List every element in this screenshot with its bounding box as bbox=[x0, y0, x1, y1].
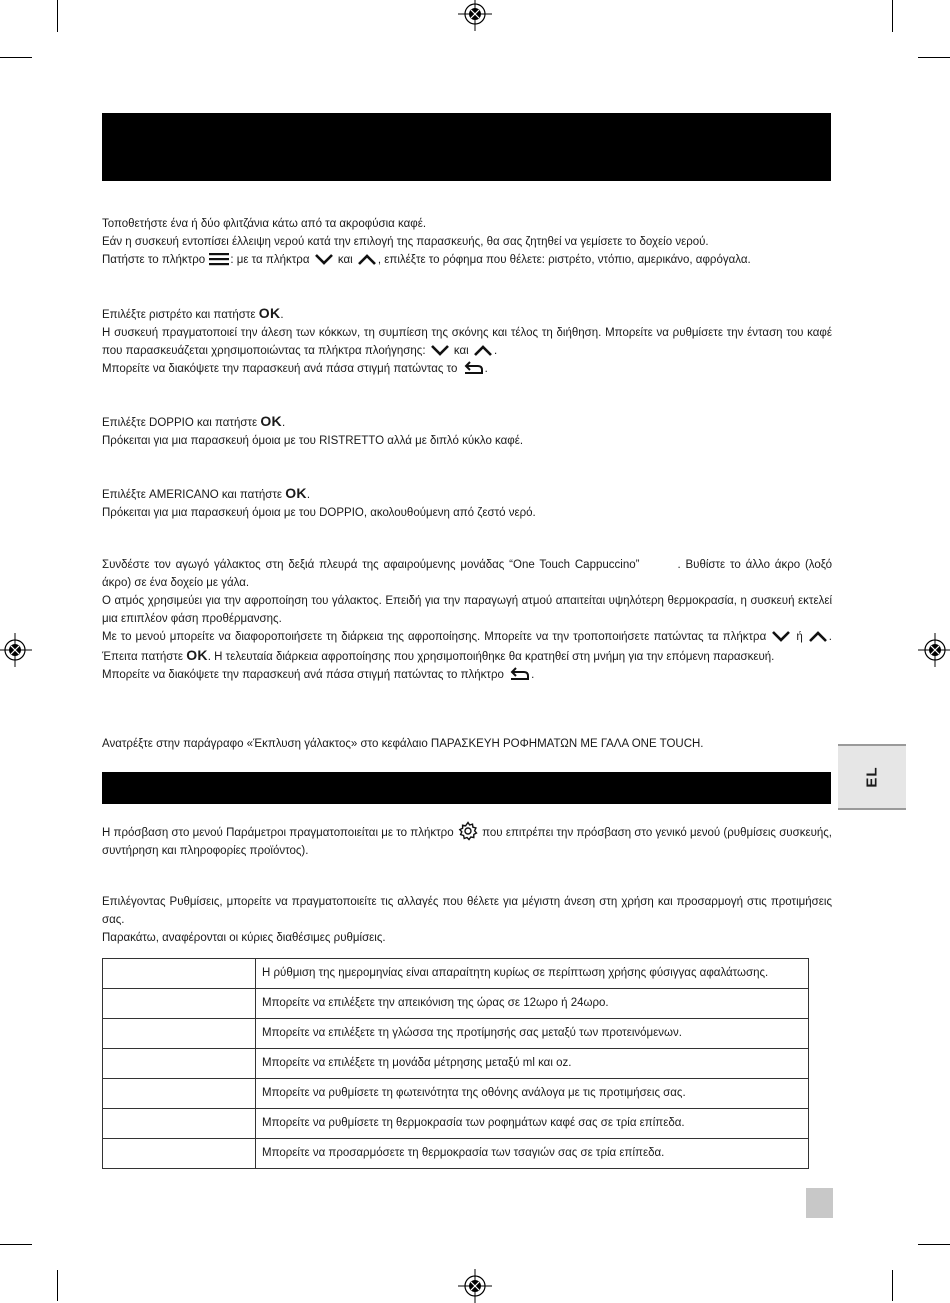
paragraph-line: Πρόκειται για μια παρασκευή όμοια με του RISTRETTO αλλά με διπλό κύκλο καφέ. bbox=[102, 435, 524, 447]
menu-icon bbox=[209, 252, 229, 266]
params-section bbox=[102, 821, 832, 860]
paragraph-line: Επιλέξτε DOPPIO και πατήστε OK. bbox=[102, 413, 286, 429]
ristretto-section bbox=[102, 304, 832, 378]
chevron-down-icon bbox=[430, 344, 450, 357]
ok-icon: OK bbox=[260, 413, 282, 429]
settings-section bbox=[102, 893, 832, 947]
settings-table bbox=[102, 958, 809, 1169]
table-cell-value: Μπορείτε να προσαρμόσετε τη θερμοκρασία των τσαγιών σας σε τρία επίπεδα. bbox=[256, 1139, 809, 1169]
registration-mark-icon bbox=[458, 1269, 492, 1303]
registration-mark-icon bbox=[458, 0, 492, 31]
paragraph-line: Ο ατμός χρησιμεύει για την αφροποίηση του γάλακτος. Επειδή για την παραγωγή ατμού απαιτείται υψηλότερη θερμοκρασία, η συσκευή εκτελεί μια επιπλέον φάση προθέρμανσης. bbox=[102, 595, 832, 625]
paragraph-line: Επιλέξτε AMERICANO και πατήστε OK. bbox=[102, 485, 311, 501]
paragraph-line: Πατήστε το πλήκτρο : με τα πλήκτρα και , επιλέξτε το ρόφημα που θέλετε: ριστρέτο, ντόπιο, αμερικάνο, αφρόγαλα. bbox=[102, 254, 751, 266]
table-cell-key bbox=[103, 1109, 256, 1139]
ok-icon: OK bbox=[285, 485, 307, 501]
crop-mark bbox=[0, 57, 32, 58]
table-cell-key bbox=[103, 1079, 256, 1109]
back-icon bbox=[508, 667, 530, 681]
chevron-down-icon bbox=[771, 630, 791, 643]
chevron-up-icon bbox=[473, 344, 493, 357]
ok-icon: OK bbox=[258, 305, 281, 321]
paragraph-line: Με το μενού μπορείτε να διαφοροποιήσετε τη διάρκεια της αφροποίησης. Μπορείτε να την τροποποιήσετε πατώντας τα πλήκτρα ή . Έπειτα πατήστε OK. Η τελευταία διάρκεια αφροποίησης που χρησιμοποιήθηκε θα κρατηθεί στη μνήμη για την επόμενη παρασκευή. bbox=[102, 631, 832, 663]
table-cell-key bbox=[103, 1019, 256, 1049]
doppio-section bbox=[102, 412, 832, 450]
language-tab-label: EL bbox=[863, 766, 881, 788]
table-row bbox=[103, 959, 809, 989]
paragraph-line: Ανατρέξτε στην παράγραφο «Έκπλυση γάλακτος» στο κεφάλαιο ΠΑΡΑΣΚΕΥΗ ΡΟΦΗΜΑΤΩΝ ΜΕ ΓΑΛΑ ONE TOUCH. bbox=[102, 738, 704, 750]
americano-section bbox=[102, 484, 832, 522]
crop-mark bbox=[918, 1244, 950, 1245]
paragraph-line: Μπορείτε να διακόψετε την παρασκευή ανά πάσα στιγμή πατώντας το . bbox=[102, 363, 488, 375]
table-cell-value: Μπορείτε να επιλέξετε τη μονάδα μέτρησης μεταξύ ml και oz. bbox=[256, 1049, 809, 1079]
crop-mark bbox=[57, 1270, 58, 1301]
section-header-bar bbox=[102, 113, 831, 181]
table-cell-value: Μπορείτε να επιλέξετε τη γλώσσα της προτίμησής σας μεταξύ των προτεινόμενων. bbox=[256, 1019, 809, 1049]
chevron-up-icon bbox=[808, 630, 828, 643]
table-cell-key bbox=[103, 1049, 256, 1079]
crop-mark bbox=[892, 1270, 893, 1301]
table-row bbox=[103, 989, 809, 1019]
table-row bbox=[103, 1019, 809, 1049]
language-tab bbox=[838, 744, 906, 810]
registration-mark-icon bbox=[0, 633, 32, 667]
registration-mark-icon bbox=[918, 633, 950, 667]
table-row bbox=[103, 1079, 809, 1109]
crop-mark bbox=[57, 0, 58, 32]
paragraph-line: Η συσκευή πραγματοποιεί την άλεση των κόκκων, τη συμπίεση της σκόνης και τέλος τη διήθηση. Μπορείτε να ρυθμίσετε την ένταση του καφέ που παρασκευάζεται χρησιμοποιώντας τα πλήκτρα πλοήγησης: και . bbox=[102, 327, 832, 357]
ok-icon: OK bbox=[186, 647, 208, 663]
table-cell-key bbox=[103, 1139, 256, 1169]
table-row bbox=[103, 1109, 809, 1139]
crop-mark bbox=[0, 1244, 32, 1245]
table-cell-value: Μπορείτε να ρυθμίσετε τη θερμοκρασία των ροφημάτων καφέ σας σε τρία επίπεδα. bbox=[256, 1109, 809, 1139]
table-row bbox=[103, 1139, 809, 1169]
rinse-section bbox=[102, 735, 832, 753]
paragraph-line: Επιλέξτε ριστρέτο και πατήστε OK. bbox=[102, 305, 284, 321]
table-cell-key bbox=[103, 959, 256, 989]
paragraph-line: Εάν η συσκευή εντοπίσει έλλειψη νερού κατά την επιλογή της παρασκευής, θα σας ζητηθεί να γεμίσετε το δοχείο νερού. bbox=[102, 236, 709, 248]
paragraph-line: Επιλέγοντας Ρυθμίσεις, μπορείτε να πραγματοποιείτε τις αλλαγές που θέλετε για μέγιστη άνεση στη χρήση και προσαρμογή στις προτιμήσεις σας. bbox=[102, 896, 832, 926]
table-row bbox=[103, 1049, 809, 1079]
crop-mark bbox=[892, 0, 893, 32]
paragraph-line: Παρακάτω, αναφέρονται οι κύριες διαθέσιμες ρυθμίσεις. bbox=[102, 932, 386, 944]
gear-icon bbox=[458, 821, 478, 841]
milk-section bbox=[102, 556, 832, 684]
paragraph-line: Πρόκειται για μια παρασκευή όμοια με του DOPPIO, ακολουθούμενη από ζεστό νερό. bbox=[102, 507, 536, 519]
table-cell-value: Μπορείτε να επιλέξετε την απεικόνιση της ώρας σε 12ωρο ή 24ωρο. bbox=[256, 989, 809, 1019]
back-icon bbox=[462, 361, 484, 375]
chevron-up-icon bbox=[357, 253, 377, 266]
table-cell-value: Η ρύθμιση της ημερομηνίας είναι απαραίτητη κυρίως σε περίπτωση χρήσης φύσιγγας αφαλάτωσης. bbox=[256, 959, 809, 989]
chevron-down-icon bbox=[314, 253, 334, 266]
table-cell-key bbox=[103, 989, 256, 1019]
section-header-bar bbox=[102, 772, 831, 804]
paragraph-line: Η πρόσβαση στο μενού Παράμετροι πραγματοποιείται με το πλήκτρο που επιτρέπει την πρόσβαση στο γενικό μενού (ρυθμίσεις συσκευής, συντήρηση και πληροφορίες προϊόντος). bbox=[102, 821, 832, 860]
paragraph-line: Μπορείτε να διακόψετε την παρασκευή ανά πάσα στιγμή πατώντας το πλήκτρο . bbox=[102, 669, 535, 681]
crop-mark bbox=[918, 57, 950, 58]
paragraph-line: Συνδέστε τον αγωγό γάλακτος στη δεξιά πλευρά της αφαιρούμενης μονάδας “One Touch Cappuccino” . Βυθίστε το άλλο άκρο (λοξό άκρο) σε ένα δοχείο με γάλα. bbox=[102, 559, 833, 589]
paragraph-line: Τοποθετήστε ένα ή δύο φλιτζάνια κάτω από τα ακροφύσια καφέ. bbox=[102, 218, 427, 230]
page-number-box bbox=[806, 1188, 833, 1218]
table-cell-value: Μπορείτε να ρυθμίσετε τη φωτεινότητα της οθόνης ανάλογα με τις προτιμήσεις σας. bbox=[256, 1079, 809, 1109]
espresso-intro bbox=[102, 215, 832, 269]
